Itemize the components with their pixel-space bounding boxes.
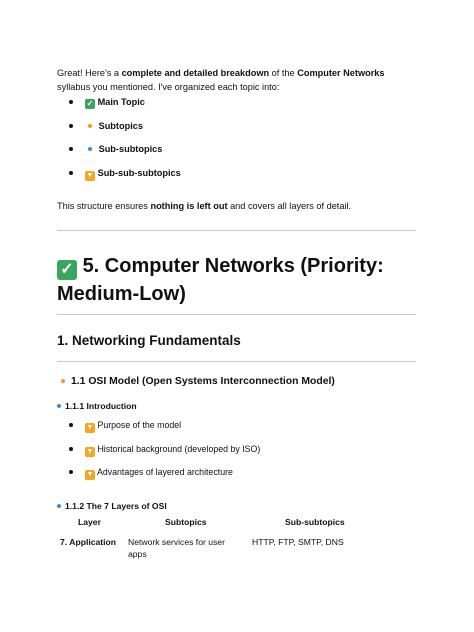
- section-heading: 1. Networking Fundamentals: [57, 333, 241, 348]
- divider: [57, 361, 416, 362]
- bullet-icon: [69, 147, 73, 151]
- intro-text: syllabus you mentioned. I've organized each topic into:: [57, 82, 280, 92]
- list-item-text: Advantages of layered architecture: [96, 467, 233, 477]
- bullet-icon: [69, 423, 73, 427]
- down-arrow-box-icon: ▼: [86, 424, 94, 431]
- bullet-icon: [69, 171, 73, 175]
- table-cell: HTTP, FTP, SMTP, DNS: [252, 537, 344, 547]
- check-icon: ✓: [86, 99, 94, 108]
- topic-level-label: Main Topic: [97, 97, 145, 107]
- divider: [57, 314, 416, 315]
- subsubsection-heading-text: 1.1.2 The 7 Layers of OSI: [65, 501, 167, 511]
- blue-dot-icon: [57, 404, 61, 408]
- subsubsection-heading-text: 1.1.1 Introduction: [65, 401, 137, 411]
- bullet-icon: [69, 124, 73, 128]
- page-title-text: 5. Computer Networks (Priority: Medium-Low): [57, 255, 384, 305]
- subsubsection-heading: [57, 501, 167, 511]
- list-item-text: Purpose of the model: [97, 420, 182, 430]
- structure-bold: nothing is left out: [150, 201, 228, 211]
- intro-bold-subject: Computer Networks: [297, 68, 385, 78]
- blue-dot-icon: [57, 504, 61, 508]
- structure-paragraph: [57, 201, 351, 211]
- orange-dot-icon: [61, 379, 65, 383]
- table-header: Sub-subtopics: [285, 517, 345, 527]
- down-arrow-box-icon: ▼: [86, 171, 94, 179]
- subsection-heading-text: 1.1 OSI Model (Open Systems Interconnection Model): [71, 376, 335, 387]
- blue-dot-icon: [88, 147, 92, 151]
- subsection-heading: [57, 376, 335, 387]
- orange-dot-icon: [88, 124, 92, 128]
- bullet-icon: [69, 447, 73, 451]
- subsubsection-heading: [57, 401, 137, 411]
- bullet-icon: [69, 100, 73, 104]
- list-item-text: Historical background (developed by ISO): [97, 443, 261, 454]
- structure-text: and covers all layers of detail.: [227, 201, 352, 211]
- topic-level-label: Subtopics: [98, 120, 143, 131]
- intro-text: of the: [269, 68, 298, 78]
- structure-text: This structure ensures: [57, 201, 151, 211]
- topic-level-label: Sub-subtopics: [98, 144, 163, 154]
- table-cell: Network services for user apps: [128, 537, 225, 559]
- topic-level-label: Sub-sub-subtopics: [97, 167, 181, 178]
- table-header: Layer: [78, 517, 101, 527]
- intro-text: Great! Here's a: [57, 68, 122, 78]
- intro-bold-breakdown: complete and detailed breakdown: [121, 68, 270, 78]
- down-arrow-box-icon: ▼: [86, 447, 94, 455]
- page-title: [57, 252, 416, 308]
- table-cell: 7. Application: [60, 537, 117, 547]
- table-header: Subtopics: [165, 517, 207, 527]
- divider: [57, 230, 416, 231]
- bullet-icon: [69, 470, 73, 474]
- intro-paragraph: [57, 66, 416, 94]
- down-arrow-box-icon: ▼: [86, 471, 94, 478]
- check-icon: ✓: [57, 260, 77, 280]
